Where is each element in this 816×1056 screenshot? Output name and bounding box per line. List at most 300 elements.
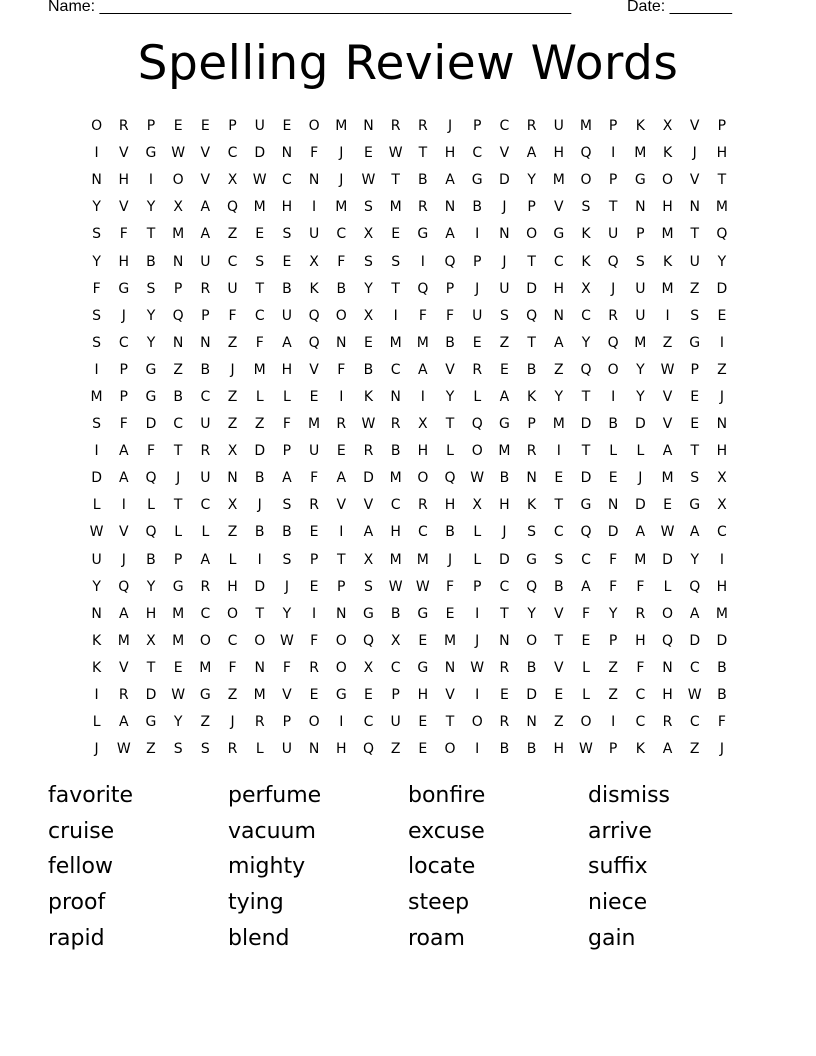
grid-letter: Z xyxy=(227,416,238,433)
grid-letter: Z xyxy=(553,361,564,378)
grid-letter: H xyxy=(281,361,293,378)
grid-letter: K xyxy=(92,659,102,676)
grid-letter: G xyxy=(689,334,701,351)
grid-letter: U xyxy=(472,307,483,324)
grid-letter: T xyxy=(391,280,400,297)
grid-letter: F xyxy=(337,361,346,378)
grid-letter: P xyxy=(282,714,292,731)
grid-letter: A xyxy=(662,443,673,460)
grid-letter: E xyxy=(282,253,292,270)
grid-letter: T xyxy=(146,659,156,676)
grid-letter: B xyxy=(608,416,618,433)
grid-letter: L xyxy=(283,388,291,405)
grid-letter: R xyxy=(254,714,265,731)
grid-letter: X xyxy=(717,497,727,514)
grid-letter: C xyxy=(635,714,646,731)
grid-letter: C xyxy=(689,659,700,676)
grid-letter: D xyxy=(716,632,728,649)
grid-letter: F xyxy=(446,307,455,324)
grid-letter: W xyxy=(116,741,131,758)
grid-letter: E xyxy=(690,416,700,433)
grid-letter: Z xyxy=(254,416,265,433)
grid-letter: L xyxy=(228,551,237,568)
grid-letter: O xyxy=(580,172,592,189)
grid-letter: K xyxy=(309,280,319,297)
grid-letter: T xyxy=(146,226,156,243)
grid-letter: M xyxy=(661,280,674,297)
grid-letter: K xyxy=(635,118,645,135)
grid-letter: B xyxy=(146,253,156,270)
grid-letter: L xyxy=(663,578,672,595)
grid-letter: B xyxy=(526,361,537,378)
grid-letter: I xyxy=(719,334,724,351)
grid-letter: A xyxy=(635,524,646,541)
grid-letter: P xyxy=(309,551,319,568)
grid-row xyxy=(83,601,743,628)
word-list-item: gain xyxy=(588,925,636,951)
grid-letter: M xyxy=(715,199,728,216)
grid-letter: L xyxy=(92,497,101,514)
grid-letter: N xyxy=(336,605,347,622)
grid-letter: I xyxy=(475,605,480,622)
grid-row xyxy=(83,113,743,140)
grid-letter: O xyxy=(444,741,456,758)
grid-letter: C xyxy=(553,524,564,541)
grid-letter: W xyxy=(252,172,267,189)
grid-letter: E xyxy=(336,443,346,460)
grid-letter: A xyxy=(118,470,129,487)
grid-row xyxy=(83,384,743,411)
grid-letter: Q xyxy=(308,334,320,351)
grid-letter: F xyxy=(337,253,346,270)
grid-letter: I xyxy=(420,253,425,270)
grid-letter: Q xyxy=(444,253,456,270)
grid-letter: P xyxy=(717,118,727,135)
grid-letter: I xyxy=(475,226,480,243)
grid-letter: W xyxy=(279,632,294,649)
grid-letter: N xyxy=(227,470,238,487)
grid-letter: C xyxy=(581,551,591,568)
grid-letter: W xyxy=(388,578,403,595)
grid-letter: R xyxy=(526,443,537,460)
grid-letter: N xyxy=(526,714,537,731)
grid-letter: S xyxy=(282,497,292,514)
grid-letter: H xyxy=(553,741,565,758)
grid-letter: A xyxy=(689,605,700,622)
grid-letter: N xyxy=(308,741,320,758)
grid-letter: S xyxy=(92,334,102,351)
grid-row xyxy=(83,682,743,709)
grid-letter: L xyxy=(636,443,645,460)
grid-letter: A xyxy=(418,361,428,378)
grid-letter: J xyxy=(475,280,480,297)
grid-letter: P xyxy=(173,280,183,297)
grid-letter: K xyxy=(92,632,102,649)
grid-letter: D xyxy=(716,280,728,297)
grid-letter: A xyxy=(200,551,211,568)
grid-letter: B xyxy=(363,361,374,378)
grid-letter: X xyxy=(227,497,238,514)
grid-letter: U xyxy=(689,253,700,270)
grid-letter: A xyxy=(499,388,510,405)
grid-letter: W xyxy=(171,687,186,704)
grid-letter: N xyxy=(499,226,510,243)
grid-letter: O xyxy=(526,632,538,649)
grid-row xyxy=(83,276,743,303)
word-list-item: tying xyxy=(228,890,284,916)
grid-letter: M xyxy=(579,118,593,135)
grid-letter: Z xyxy=(608,659,618,676)
grid-letter: V xyxy=(118,199,129,216)
grid-letter: R xyxy=(118,687,129,704)
grid-letter: X xyxy=(173,199,183,216)
grid-letter: G xyxy=(363,605,374,622)
grid-letter: N xyxy=(716,416,728,433)
grid-row xyxy=(83,194,743,221)
grid-letter: L xyxy=(473,388,482,405)
grid-letter: G xyxy=(145,361,157,378)
grid-letter: J xyxy=(502,199,507,216)
grid-letter: F xyxy=(717,714,726,731)
grid-letter: H xyxy=(227,578,238,595)
grid-letter: T xyxy=(717,172,727,189)
grid-letter: Q xyxy=(580,524,592,541)
grid-letter: J xyxy=(230,361,235,378)
grid-letter: G xyxy=(526,551,538,568)
grid-letter: H xyxy=(716,443,728,460)
grid-letter: O xyxy=(172,172,184,189)
grid-letter: C xyxy=(363,714,374,731)
grid-letter: F xyxy=(636,578,645,595)
grid-letter: A xyxy=(553,334,564,351)
grid-letter: H xyxy=(444,145,456,162)
grid-letter: E xyxy=(309,578,319,595)
grid-letter: E xyxy=(255,226,265,243)
grid-letter: O xyxy=(335,659,347,676)
grid-letter: A xyxy=(689,524,700,541)
grid-letter: M xyxy=(308,416,321,433)
grid-letter: U xyxy=(499,280,510,297)
grid-letter: R xyxy=(200,443,211,460)
grid-letter: H xyxy=(145,605,157,622)
grid-letter: Z xyxy=(662,334,673,351)
grid-letter: X xyxy=(309,253,319,270)
grid-letter: J xyxy=(611,280,616,297)
grid-letter: V xyxy=(445,361,455,378)
grid-letter: C xyxy=(553,253,564,270)
grid-row xyxy=(83,330,743,357)
grid-letter: A xyxy=(200,226,211,243)
grid-letter: N xyxy=(363,118,374,135)
word-list-item: suffix xyxy=(588,854,648,880)
grid-letter: R xyxy=(309,497,319,514)
grid-letter: F xyxy=(228,659,237,676)
grid-letter: G xyxy=(172,578,184,595)
grid-letter: Y xyxy=(608,605,618,622)
grid-letter: P xyxy=(636,226,645,243)
grid-letter: W xyxy=(470,470,485,487)
grid-letter: P xyxy=(472,118,482,135)
grid-row xyxy=(83,438,743,465)
grid-letter: J xyxy=(176,470,181,487)
grid-letter: G xyxy=(417,605,429,622)
grid-letter: C xyxy=(717,524,727,541)
grid-letter: I xyxy=(94,687,99,704)
grid-letter: J xyxy=(502,524,507,541)
grid-letter: R xyxy=(309,659,319,676)
grid-letter: A xyxy=(526,145,537,162)
grid-letter: B xyxy=(282,280,292,297)
grid-letter: L xyxy=(255,388,264,405)
grid-letter: K xyxy=(581,253,591,270)
grid-letter: G xyxy=(634,172,646,189)
grid-letter: R xyxy=(417,118,428,135)
grid-letter: E xyxy=(364,687,373,704)
grid-letter: Y xyxy=(146,334,156,351)
grid-letter: A xyxy=(118,605,129,622)
grid-letter: M xyxy=(661,226,674,243)
grid-letter: M xyxy=(172,632,185,649)
grid-letter: I xyxy=(94,145,99,162)
grid-letter: F xyxy=(282,416,291,433)
grid-letter: N xyxy=(526,470,537,487)
grid-letter: L xyxy=(147,497,155,514)
grid-letter: Z xyxy=(146,741,156,758)
grid-letter: N xyxy=(390,388,401,405)
grid-letter: R xyxy=(363,443,374,460)
grid-letter: H xyxy=(553,280,565,297)
grid-letter: B xyxy=(390,605,401,622)
grid-letter: M xyxy=(389,199,402,216)
grid-letter: T xyxy=(690,226,699,243)
grid-letter: C xyxy=(200,605,211,622)
grid-letter: C xyxy=(635,687,646,704)
grid-letter: O xyxy=(199,632,211,649)
grid-letter: X xyxy=(227,443,238,460)
grid-letter: Y xyxy=(92,578,101,595)
grid-letter: L xyxy=(201,524,210,541)
grid-letter: I xyxy=(665,307,670,324)
grid-letter: Q xyxy=(444,470,456,487)
word-list-item: cruise xyxy=(48,818,115,844)
grid-letter: U xyxy=(200,253,211,270)
grid-letter: F xyxy=(609,551,618,568)
grid-row xyxy=(83,248,743,275)
grid-letter: Z xyxy=(227,388,238,405)
grid-letter: T xyxy=(445,416,455,433)
grid-letter: Y xyxy=(445,388,455,405)
grid-letter: X xyxy=(717,470,727,487)
grid-letter: L xyxy=(582,687,590,704)
grid-letter: U xyxy=(553,118,564,135)
grid-letter: E xyxy=(418,714,428,731)
grid-letter: T xyxy=(255,605,264,622)
grid-letter: O xyxy=(526,226,538,243)
grid-letter: B xyxy=(526,659,537,676)
grid-letter: I xyxy=(393,307,398,324)
grid-letter: P xyxy=(472,253,482,270)
grid-letter: D xyxy=(580,470,592,487)
grid-letter: M xyxy=(117,632,130,649)
grid-letter: F xyxy=(609,578,618,595)
grid-letter: G xyxy=(580,497,592,514)
grid-letter: H xyxy=(444,497,456,514)
word-list-item: blend xyxy=(228,925,290,951)
grid-letter: U xyxy=(635,307,646,324)
grid-letter: A xyxy=(118,714,129,731)
grid-letter: E xyxy=(282,118,292,135)
grid-letter: V xyxy=(662,388,673,405)
grid-letter: E xyxy=(173,659,183,676)
grid-letter: M xyxy=(172,226,185,243)
grid-letter: B xyxy=(717,659,727,676)
grid-letter: C xyxy=(227,253,238,270)
grid-letter: M xyxy=(552,172,565,189)
grid-letter: T xyxy=(255,280,264,297)
grid-letter: X xyxy=(662,118,673,135)
grid-letter: O xyxy=(254,632,266,649)
grid-letter: I xyxy=(611,145,616,162)
grid-letter: J xyxy=(94,741,99,758)
grid-letter: T xyxy=(690,443,699,460)
grid-letter: I xyxy=(475,741,480,758)
grid-letter: P xyxy=(608,118,618,135)
grid-letter: B xyxy=(336,280,347,297)
grid-letter: V xyxy=(553,605,564,622)
grid-letter: N xyxy=(91,172,102,189)
grid-letter: W xyxy=(361,416,376,433)
grid-letter: Z xyxy=(173,361,183,378)
grid-letter: I xyxy=(339,524,344,541)
grid-letter: A xyxy=(363,524,374,541)
grid-letter: Y xyxy=(527,605,536,622)
grid-letter: Y xyxy=(146,199,156,216)
grid-letter: S xyxy=(255,253,265,270)
grid-letter: D xyxy=(499,551,510,568)
grid-letter: T xyxy=(173,443,183,460)
grid-letter: H xyxy=(662,687,673,704)
grid-letter: Z xyxy=(227,334,238,351)
grid-row xyxy=(83,465,743,492)
grid-letter: B xyxy=(526,741,537,758)
grid-letter: V xyxy=(200,172,211,189)
grid-letter: D xyxy=(91,470,102,487)
grid-letter: P xyxy=(608,172,618,189)
grid-letter: N xyxy=(172,253,184,270)
grid-letter: J xyxy=(447,551,453,568)
grid-letter: D xyxy=(634,416,646,433)
grid-letter: Q xyxy=(145,470,157,487)
grid-letter: V xyxy=(200,145,211,162)
grid-letter: V xyxy=(363,497,374,514)
grid-letter: B xyxy=(499,741,510,758)
grid-letter: X xyxy=(418,416,428,433)
grid-letter: T xyxy=(445,714,455,731)
grid-letter: G xyxy=(417,226,429,243)
grid-letter: Y xyxy=(527,172,536,189)
grid-letter: X xyxy=(363,226,374,243)
grid-letter: R xyxy=(200,578,211,595)
grid-letter: U xyxy=(608,226,619,243)
grid-letter: Q xyxy=(362,632,374,649)
grid-letter: F xyxy=(228,307,237,324)
grid-letter: B xyxy=(553,578,564,595)
grid-letter: M xyxy=(389,551,402,568)
grid-letter: A xyxy=(200,199,211,216)
grid-letter: S xyxy=(282,226,292,243)
grid-letter: J xyxy=(719,388,724,405)
grid-letter: N xyxy=(91,605,102,622)
grid-letter: J xyxy=(719,741,724,758)
grid-letter: D xyxy=(634,497,646,514)
grid-letter: R xyxy=(390,416,401,433)
grid-letter: J xyxy=(257,497,262,514)
grid-letter: F xyxy=(119,226,128,243)
grid-letter: I xyxy=(312,605,317,622)
grid-letter: P xyxy=(472,578,482,595)
grid-letter: P xyxy=(690,361,699,378)
word-list-item: fellow xyxy=(48,854,113,880)
grid-letter: Q xyxy=(716,226,728,243)
grid-letter: T xyxy=(581,443,591,460)
grid-letter: N xyxy=(254,659,265,676)
grid-letter: W xyxy=(415,578,430,595)
grid-letter: F xyxy=(146,443,155,460)
grid-letter: N xyxy=(200,334,211,351)
grid-letter: Y xyxy=(364,280,373,297)
grid-letter: O xyxy=(471,714,483,731)
grid-letter: O xyxy=(227,605,239,622)
grid-letter: S xyxy=(146,280,156,297)
grid-letter: H xyxy=(417,443,429,460)
grid-letter: I xyxy=(611,714,616,731)
grid-letter: S xyxy=(527,524,537,541)
grid-letter: E xyxy=(418,741,428,758)
grid-letter: D xyxy=(254,443,266,460)
grid-letter: L xyxy=(92,714,101,731)
grid-letter: E xyxy=(663,497,672,514)
word-list-item: perfume xyxy=(228,783,322,808)
grid-row xyxy=(83,411,743,438)
grid-letter: W xyxy=(579,741,593,758)
grid-letter: D xyxy=(580,416,592,433)
grid-letter: E xyxy=(364,145,373,162)
grid-letter: L xyxy=(446,443,454,460)
grid-letter: N xyxy=(172,334,184,351)
grid-letter: M xyxy=(253,199,266,216)
grid-letter: Q xyxy=(308,307,320,324)
grid-letter: O xyxy=(335,632,347,649)
grid-letter: P xyxy=(337,578,346,595)
grid-letter: F xyxy=(581,605,590,622)
grid-letter: H xyxy=(499,497,510,514)
grid-letter: V xyxy=(689,172,700,189)
grid-letter: M xyxy=(253,687,266,704)
grid-row xyxy=(83,221,743,248)
grid-letter: R xyxy=(472,361,483,378)
grid-letter: B xyxy=(254,524,265,541)
grid-letter: N xyxy=(499,632,510,649)
grid-letter: N xyxy=(444,199,456,216)
grid-letter: F xyxy=(92,280,101,297)
grid-letter: E xyxy=(608,470,618,487)
grid-letter: U xyxy=(227,280,238,297)
grid-letter: I xyxy=(420,388,425,405)
grid-letter: C xyxy=(200,388,211,405)
grid-letter: M xyxy=(634,551,647,568)
grid-letter: Z xyxy=(499,334,510,351)
grid-letter: K xyxy=(581,226,591,243)
